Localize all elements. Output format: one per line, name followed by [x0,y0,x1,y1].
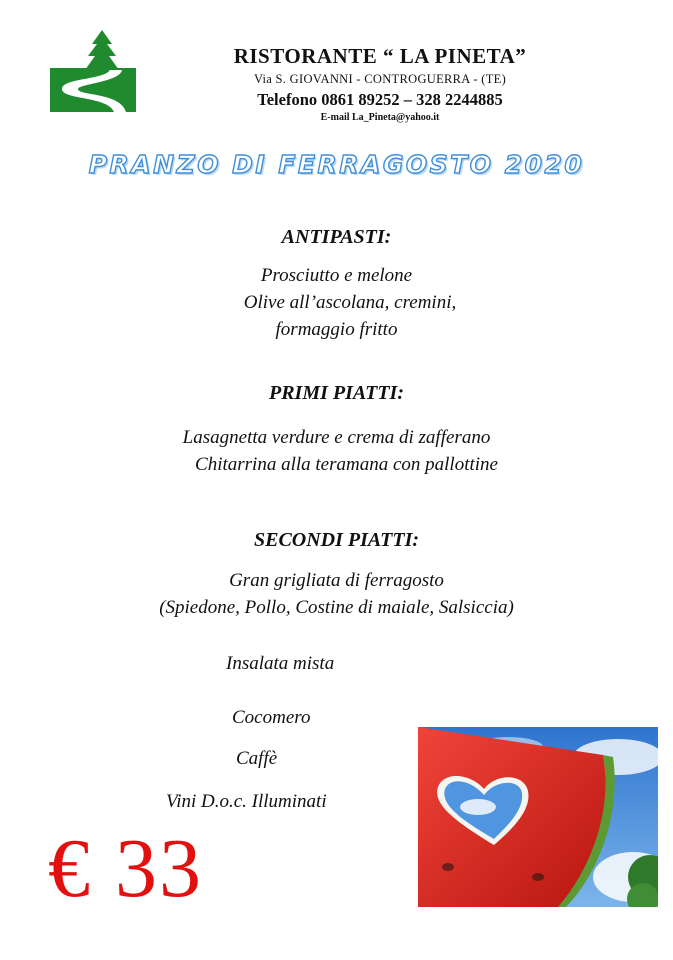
address: Via S. GIOVANNI - CONTROGUERRA - (TE) [253,72,507,86]
menu-item: Gran grigliata di ferragosto [229,570,444,591]
event-title: PRANZO DI FERRAGOSTO 2020 [88,150,585,179]
menu-item: Olive all’ascolana, cremini, [243,292,457,313]
menu-item: Cocomero [232,707,311,728]
restaurant-name: RISTORANTE “ LA PINETA” [233,44,527,68]
menu-item: Lasagnetta verdure e crema di zafferano [182,427,491,448]
primi-piatti-heading: PRIMI PIATTI: [268,382,405,404]
antipasti-heading: ANTIPASTI: [281,226,392,248]
menu-item: formaggio fritto [275,319,398,340]
email-address: E-mail La_Pineta@yahoo.it [320,112,440,123]
menu-item: Insalata mista [226,653,335,674]
price: € 33 [48,822,203,915]
menu-item: Vini D.o.c. Illuminati [166,791,327,812]
menu-item: (Spiedone, Pollo, Costine di maiale, Salsiccia) [159,597,514,618]
secondi-piatti-heading: SECONDI PIATTI: [253,529,420,551]
menu-item: Prosciutto e melone [260,265,413,286]
menu-item: Chitarrina alla teramana con pallottine [195,454,498,475]
phone-numbers: Telefono 0861 89252 – 328 2244885 [257,90,503,109]
watermelon-heart-photo [418,727,658,907]
pine-tree-logo-icon [50,30,136,112]
menu-item: Caffè [236,748,278,769]
